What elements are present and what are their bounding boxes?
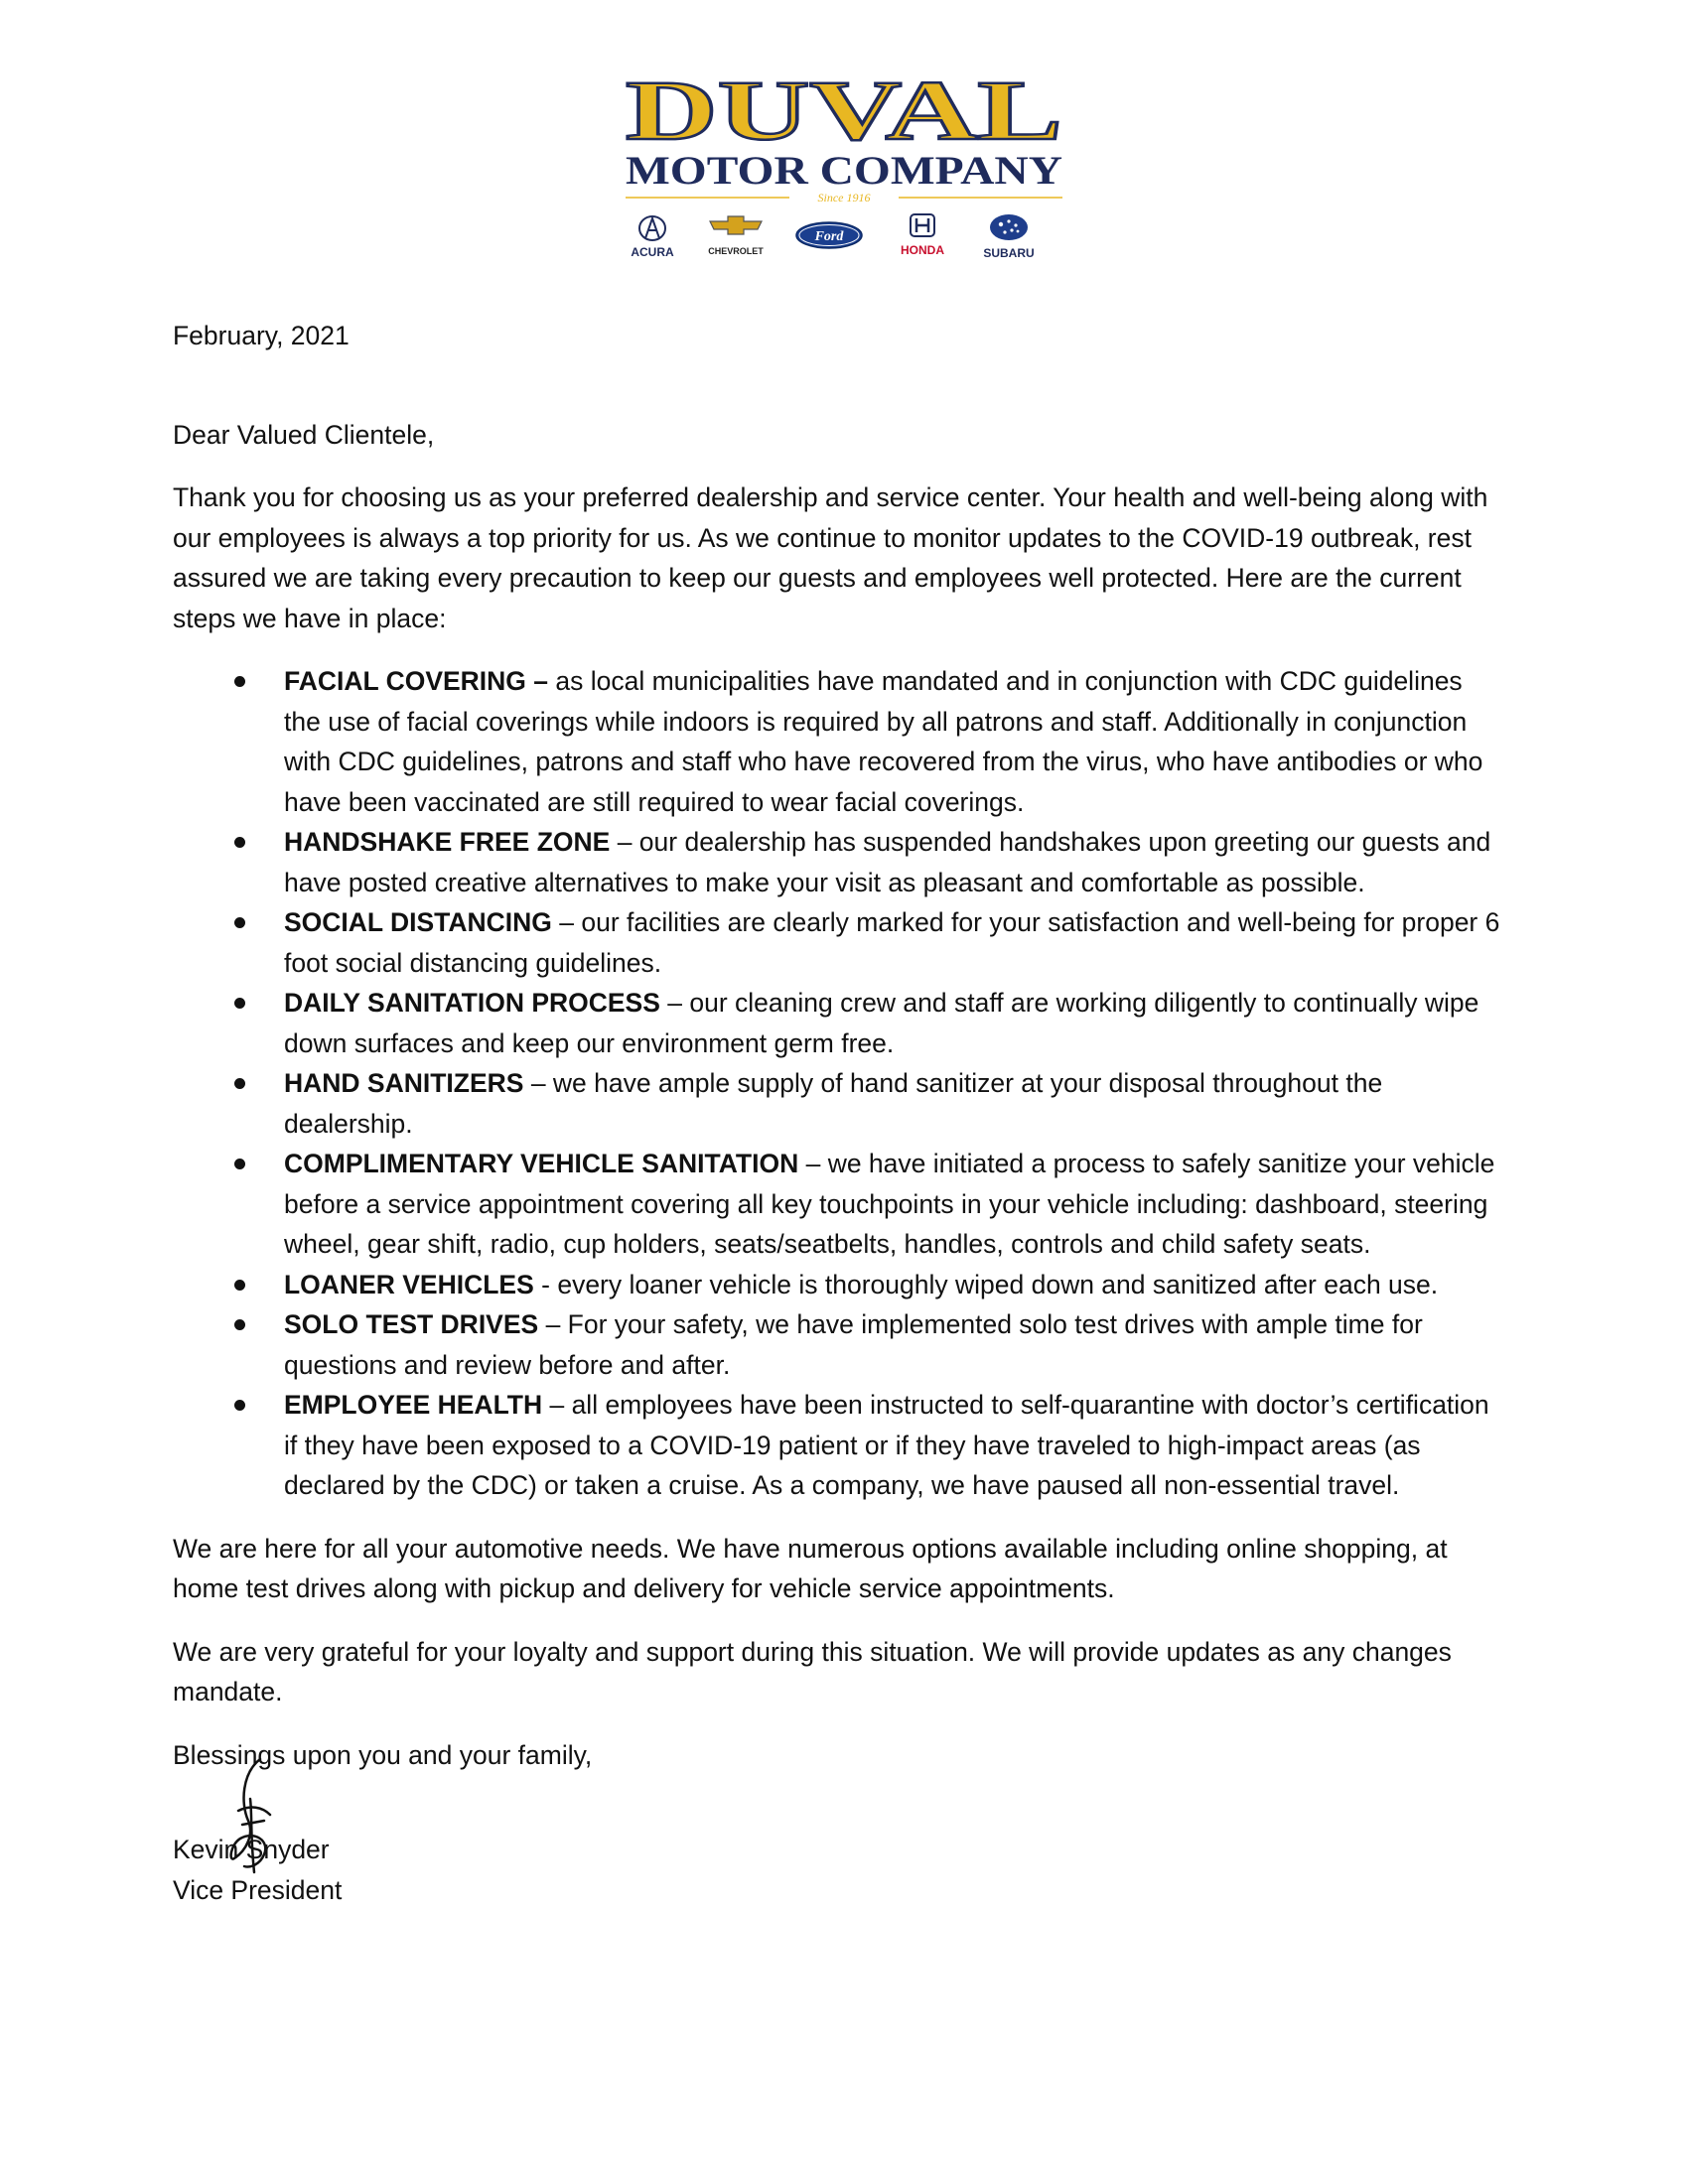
measure-title: LOANER VEHICLES [284, 1269, 534, 1299]
list-item [284, 902, 1503, 983]
salutation: Dear Valued Clientele, [173, 419, 435, 450]
signer-title: Vice President [173, 1874, 343, 1905]
list-item [284, 1385, 1503, 1506]
logo-main-text: DUVAL [626, 63, 1062, 158]
ford-label: Ford [814, 229, 844, 244]
thanks-paragraph: We are very grateful for your loyalty and support during this situation. We will provide updates as any changes mandate. [173, 1636, 1452, 1706]
measure-title: COMPLIMENTARY VEHICLE SANITATION [284, 1149, 799, 1178]
chevrolet-label: CHEVROLET [708, 246, 764, 256]
list-item [284, 1265, 1503, 1305]
acura-logo-icon [631, 216, 674, 259]
measure-title: SOLO TEST DRIVES [284, 1309, 539, 1339]
measure-title: EMPLOYEE HEALTH [284, 1390, 543, 1420]
measure-title: HAND SANITIZERS [284, 1068, 524, 1098]
measure-text: – we have ample supply of hand sanitizer at your disposal throughout the dealership. [284, 1068, 1383, 1139]
list-item [284, 661, 1503, 822]
honda-logo-icon [901, 214, 944, 257]
subaru-logo-icon [983, 214, 1034, 260]
letter-body [173, 316, 1503, 1910]
measure-text: – For your safety, we have implemented solo test drives with ample time for questions and review before and after. [284, 1309, 1423, 1380]
list-item [284, 983, 1503, 1063]
ford-logo-icon [796, 222, 862, 248]
logo-sub-text: MOTOR COMPANY [626, 148, 1063, 193]
list-item [284, 1144, 1503, 1265]
safety-measures-list [173, 661, 1503, 1506]
handwritten-signature [220, 1755, 280, 1874]
measure-title: DAILY SANITATION PROCESS [284, 988, 660, 1018]
logo-since-text: Since 1916 [817, 191, 871, 205]
chevrolet-logo-icon [708, 216, 764, 256]
signature-block [173, 1830, 1503, 1910]
measure-text: – our facilities are clearly marked for your satisfaction and well-being for proper 6 foot social distancing guidelines. [284, 907, 1500, 978]
measure-title: SOCIAL DISTANCING [284, 907, 552, 937]
measure-text: – our cleaning crew and staff are working diligently to continually wipe down surfaces and keep our environment germ free. [284, 988, 1479, 1058]
measure-title: HANDSHAKE FREE ZONE [284, 827, 611, 857]
list-item [284, 822, 1503, 902]
intro-paragraph: Thank you for choosing us as your preferred dealership and service center. Your health and well-being along with our employees is always a top priority for us. As we continue to monitor updates to the COVID-19 outbreak, rest assured we are taking every precaution to keep our guests and employees well protected. Here are the current steps we have in place: [173, 482, 1488, 633]
services-paragraph: We are here for all your automotive needs. We have numerous options available including online shopping, at home test drives along with pickup and delivery for vehicle service appointments. [173, 1533, 1448, 1603]
honda-label: HONDA [901, 243, 944, 257]
measure-text: – all employees have been instructed to self-quarantine with doctor’s certification if they have been exposed to a COVID-19 patient or if they have traveled to high-impact areas (as declared by the CDC) or taken a cruise. As a company, we have paused all non-essential travel. [284, 1390, 1489, 1500]
acura-label: ACURA [631, 245, 674, 259]
list-item [284, 1063, 1503, 1144]
measure-text: – our dealership has suspended handshakes upon greeting our guests and have posted creative alternatives to make your visit as pleasant and comfortable as possible. [284, 827, 1491, 897]
measure-text: - every loaner vehicle is thoroughly wiped down and sanitized after each use. [533, 1269, 1439, 1299]
closing-line: Blessings upon you and your family, [173, 1739, 593, 1770]
list-item [284, 1304, 1503, 1385]
measure-text: as local municipalities have mandated and in conjunction with CDC guidelines the use of facial coverings while indoors is required by all patrons and staff. Additionally in conjunction with CDC guidelines, patrons and staff who have recovered from the virus, who have antibodies or who have been vaccinated are still required to wear facial coverings. [284, 666, 1483, 817]
letter-date: February, 2021 [173, 321, 350, 350]
duval-motor-company-logo [616, 60, 1072, 268]
measure-title: FACIAL COVERING – [284, 666, 549, 696]
subaru-label: SUBARU [983, 246, 1035, 260]
signer-name: Kevin Snyder [173, 1835, 330, 1864]
measure-text: – we have initiated a process to safely sanitize your vehicle before a service appointment covering all key touchpoints in your vehicle including: dashboard, steering wheel, gear shift, radio, cup holders, seats/seatbelts, handles, controls and child safety seats. [284, 1149, 1495, 1259]
